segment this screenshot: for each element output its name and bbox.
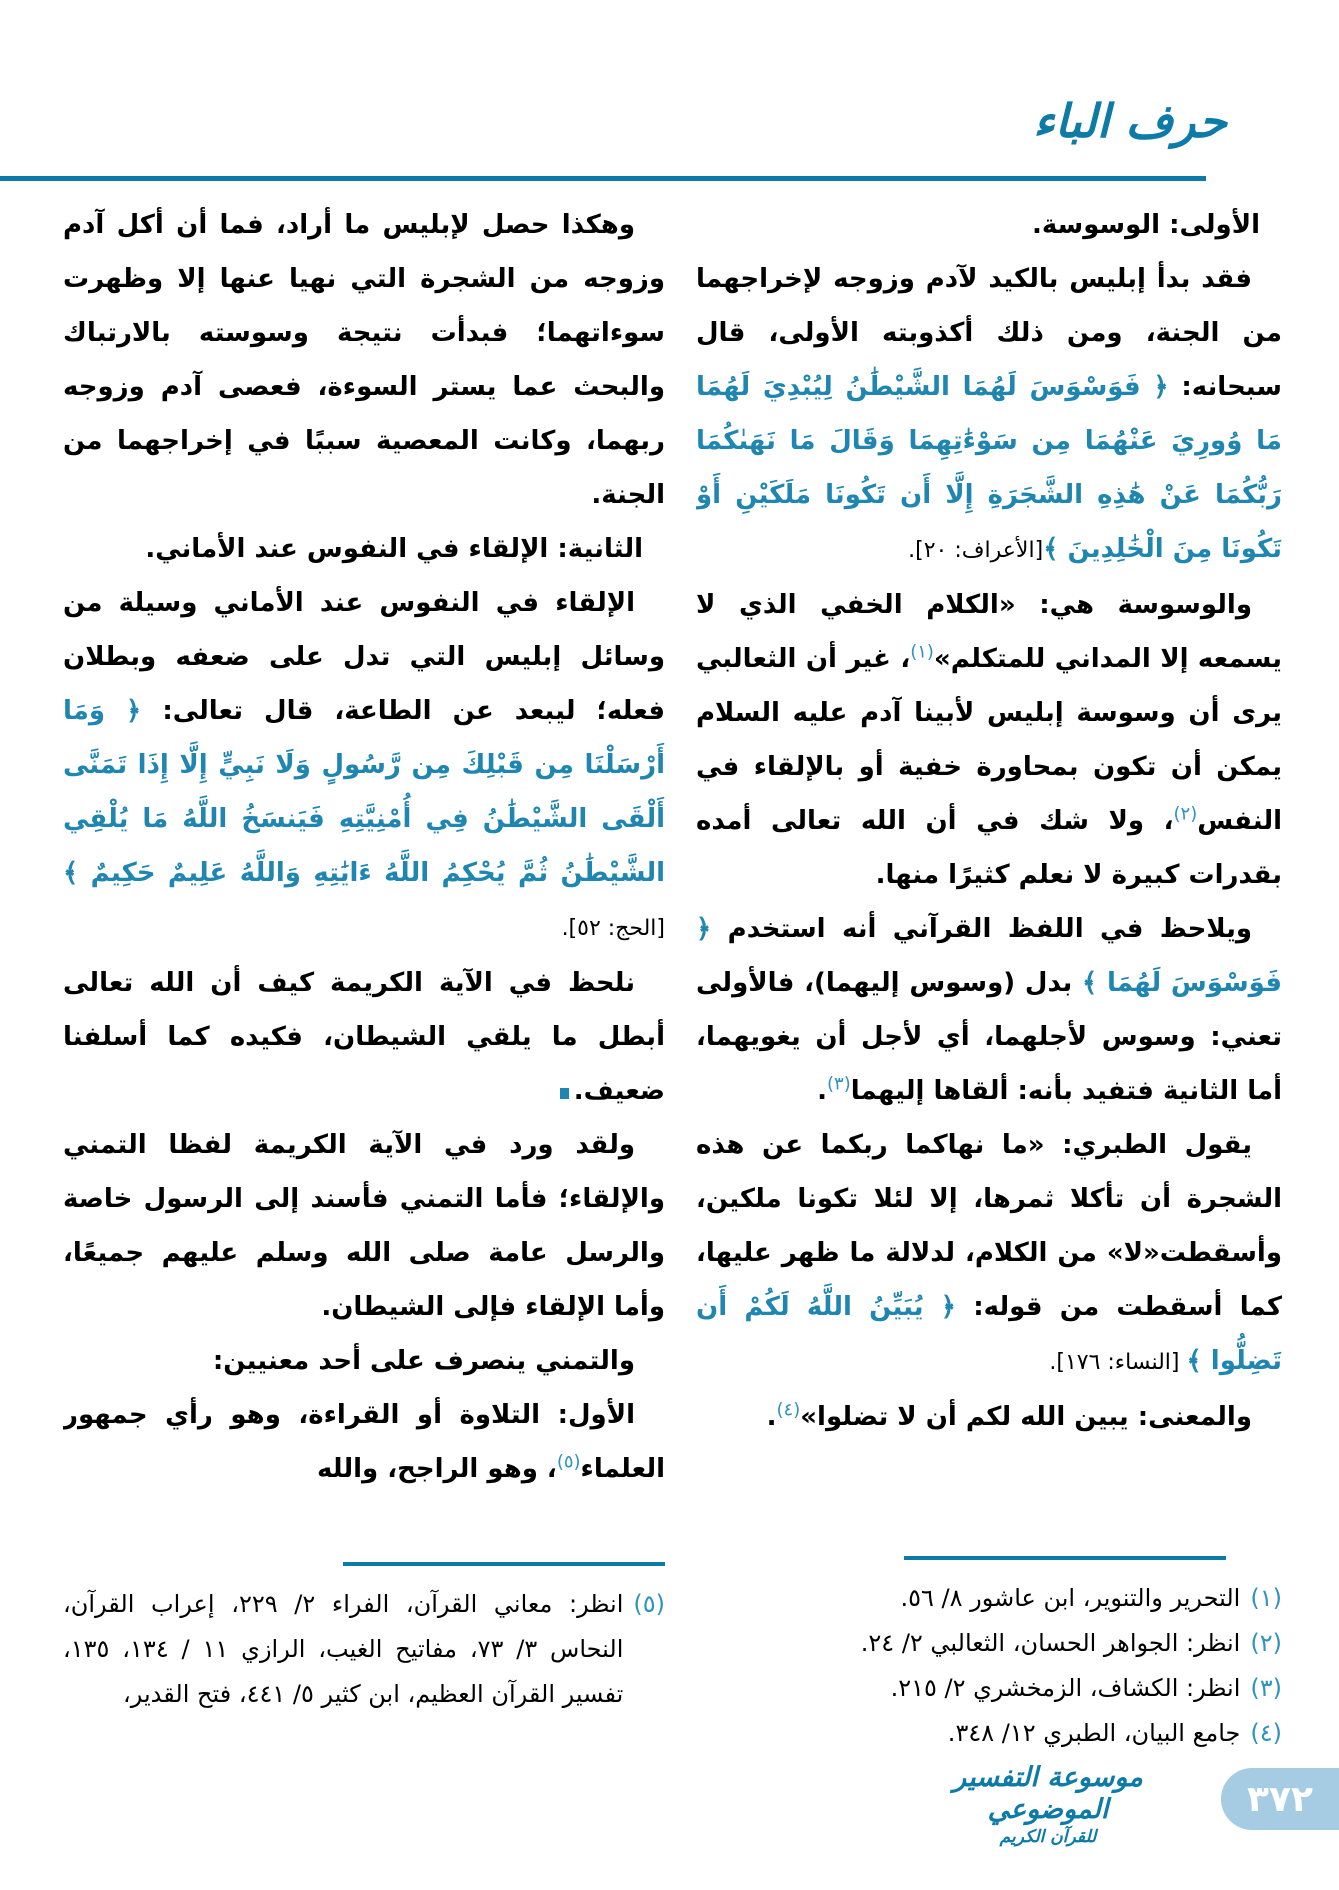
footnotes-right	[696, 1556, 1282, 1756]
footnote-marker: (١)	[910, 641, 934, 663]
footnote-number: (١)	[1250, 1584, 1282, 1612]
page-number-tab	[1221, 1768, 1339, 1830]
footnote-marker: (٣)	[827, 1073, 851, 1095]
quran-verse: ﴿ فَوَسْوَسَ لَهُمَا الشَّيْطَٰنُ لِيُبْدِيَ لَهُمَا مَا وُورِيَ عَنْهُمَا مِن سَوْءَٰتِهِمَا وَقَالَ مَا نَهَىٰكُمَا رَبُّكُمَا عَنْ هَٰذِهِ الشَّجَرَةِ إِلَّا أَن تَكُونَا مَلَكَيْنِ أَوْ تَكُونَا مِنَ الْخَٰلِدِينَ ﴾	[696, 372, 1282, 564]
paragraph	[63, 1118, 665, 1334]
section-heading: الثانية: الإلقاء في النفوس عند الأماني.	[145, 534, 643, 564]
body-text: بدل (وسوس إليهما)، فالأولى تعني: وسوس لأجلهما، أي لأجل أن يغويهما، أما الثانية فتفيد بأنه: ألقاها إليهما	[696, 968, 1282, 1106]
footnote-text: التحرير والتنوير، ابن عاشور ٨/ ٥٦.	[900, 1584, 1241, 1612]
publisher-logo-title: موسوعة التفسير الموضوعي	[953, 1762, 1143, 1826]
footnote-marker: (٢)	[1173, 803, 1198, 825]
paragraph	[63, 1388, 665, 1496]
body-text: ، غير أن الثعالبي يرى أن وسوسة إبليس لأبينا آدم عليه السلام يمكن أن تكون بمحاورة خفية أو بالإلقاء في النفس	[696, 644, 1282, 836]
paragraph	[63, 1334, 665, 1388]
footnote-item	[696, 1621, 1282, 1666]
paragraph	[696, 1390, 1282, 1444]
footnote-marker: (٤)	[776, 1399, 801, 1421]
end-of-text-square-icon	[560, 1088, 569, 1099]
footnote-item	[63, 1582, 665, 1717]
body-text: يقول الطبري: «ما نهاكما ربكما عن هذه الشجرة أن تأكلا ثمرها، إلا لئلا تكونا ملكين، وأسقطت«لا» من الكلام، لدلالة ما ظهر عليها، كما أسقطت من قوله:	[696, 1130, 1282, 1322]
footnote-list	[63, 1582, 665, 1717]
body-text: والوسوسة هي: «الكلام الخفي الذي لا يسمعه إلا المداني للمتكلم»	[696, 590, 1282, 674]
verse-reference: [النساء: ١٧٦].	[1049, 1350, 1187, 1375]
body-text: ولقد ورد في الآية الكريمة لفظا التمني والإلقاء؛ فأما التمني فأسند إلى الرسول خاصة والرسل عامة صلى الله وسلم عليهم جميعًا، وأما الإلقاء فإلى الشيطان.	[63, 1130, 665, 1322]
footnote-divider	[904, 1556, 1226, 1560]
footnote-text: انظر: معاني القرآن، الفراء ٢/ ٢٢٩، إعراب القرآن، النحاس ٣/ ٧٣، مفاتيح الغيب، الرازي ١١ / ١٣٤، ١٣٥، تفسير القرآن العظيم، ابن كثير ٥/ ٤٤١، فتح القدير،	[63, 1590, 624, 1708]
paragraph	[63, 198, 665, 522]
body-text: نلحظ في الآية الكريمة كيف أن الله تعالى أبطل ما يلقي الشيطان، فكيده كما أسلفنا ضعيف.	[63, 968, 665, 1106]
footnote-item	[696, 1711, 1282, 1756]
footnote-number: (٣)	[1250, 1674, 1282, 1702]
body-text: .	[766, 1402, 777, 1432]
chapter-header: حرف الباء	[1033, 94, 1227, 148]
footnote-number: (٤)	[1250, 1719, 1282, 1747]
body-text: ، وهو الراجح، والله	[316, 1454, 557, 1484]
footnote-divider	[343, 1562, 665, 1566]
footnote-text: جامع البيان، الطبري ١٢/ ٣٤٨.	[947, 1719, 1241, 1747]
paragraph	[696, 252, 1282, 578]
column-right	[696, 198, 1282, 1558]
footnote-item	[696, 1666, 1282, 1711]
body-text: والتمني ينصرف على أحد معنيين:	[212, 1346, 635, 1376]
footnote-number: (٥)	[633, 1590, 665, 1618]
verse-reference: [الأعراف: ٢٠].	[908, 538, 1044, 563]
body-text: الأول: التلاوة أو القراءة، وهو رأي جمهور العلماء	[63, 1400, 665, 1484]
body-text: والمعنى: يبين الله لكم أن لا تضلوا»	[800, 1402, 1252, 1432]
body-text: .	[817, 1076, 828, 1106]
body-text: ، ولا شك في أن الله تعالى أمده بقدرات كبيرة لا نعلم كثيرًا منها.	[696, 806, 1282, 890]
quran-verse: ﴿ يُبَيِّنُ اللَّهُ لَكُمْ أَن تَضِلُّوا ﴾	[696, 1292, 1282, 1376]
verse-reference: [الحج: ٥٢].	[561, 916, 665, 941]
footnote-text: انظر: الجواهر الحسان، الثعالبي ٢/ ٢٤.	[860, 1629, 1241, 1657]
footnote-number: (٢)	[1250, 1629, 1282, 1657]
quran-verse: ﴿ وَمَا أَرْسَلْنَا مِن قَبْلِكَ مِن رَّسُولٍ وَلَا نَبِيٍّ إِلَّا إِذَا تَمَنَّى أَلْقَى الشَّيْطَٰنُ فِي أُمْنِيَّتِهِ فَيَنسَخُ اللَّهُ مَا يُلْقِي الشَّيْطَٰنُ ثُمَّ يُحْكِمُ اللَّهُ ءَايَٰتِهِ وَاللَّهُ عَلِيمٌ حَكِيمٌ ﴾	[63, 696, 665, 888]
footnote-text: انظر: الكشاف، الزمخشري ٢/ ٢١٥.	[890, 1674, 1241, 1702]
publisher-logo-subtitle: للقرآن الكريم	[999, 1826, 1097, 1847]
footnote-marker: (٥)	[556, 1451, 581, 1473]
footnotes-left	[63, 1562, 665, 1717]
paragraph	[63, 956, 665, 1118]
body-text: الإلقاء في النفوس عند الأماني وسيلة من وسائل إبليس التي تدل على ضعفه وبطلان فعله؛ ليبعد عن الطاعة، قال تعالى:	[63, 588, 665, 726]
publisher-logo	[915, 1762, 1181, 1847]
page-number: ٣٧٢	[1247, 1778, 1313, 1820]
body-text: فقد بدأ إبليس بالكيد لآدم وزوجه لإخراجهما من الجنة، ومن ذلك أكذوبته الأولى، قال سبحانه:	[696, 264, 1282, 402]
body-text: ويلاحظ في اللفظ القرآني أنه استخدم	[711, 914, 1252, 944]
column-left	[63, 198, 665, 1558]
footnote-list	[696, 1576, 1282, 1756]
footnote-item	[696, 1576, 1282, 1621]
quran-verse: ﴿ فَوَسْوَسَ لَهُمَا ﴾	[696, 914, 1282, 998]
paragraph	[63, 576, 665, 956]
header-divider-rule	[0, 176, 1206, 181]
body-text: وهكذا حصل لإبليس ما أراد، فما أن أكل آدم وزوجه من الشجرة التي نهيا عنها إلا وظهرت سوءاتهما؛ فبدأت نتيجة وسوسته بالارتباك والبحث عما يستر السوءة، فعصى آدم وزوجه ربهما، وكانت المعصية سببًا في إخراجهما من الجنة.	[63, 210, 665, 510]
paragraph	[696, 1118, 1282, 1390]
paragraph	[696, 578, 1282, 902]
section-heading: الأولى: الوسوسة.	[1031, 210, 1260, 240]
paragraph	[696, 902, 1282, 1118]
